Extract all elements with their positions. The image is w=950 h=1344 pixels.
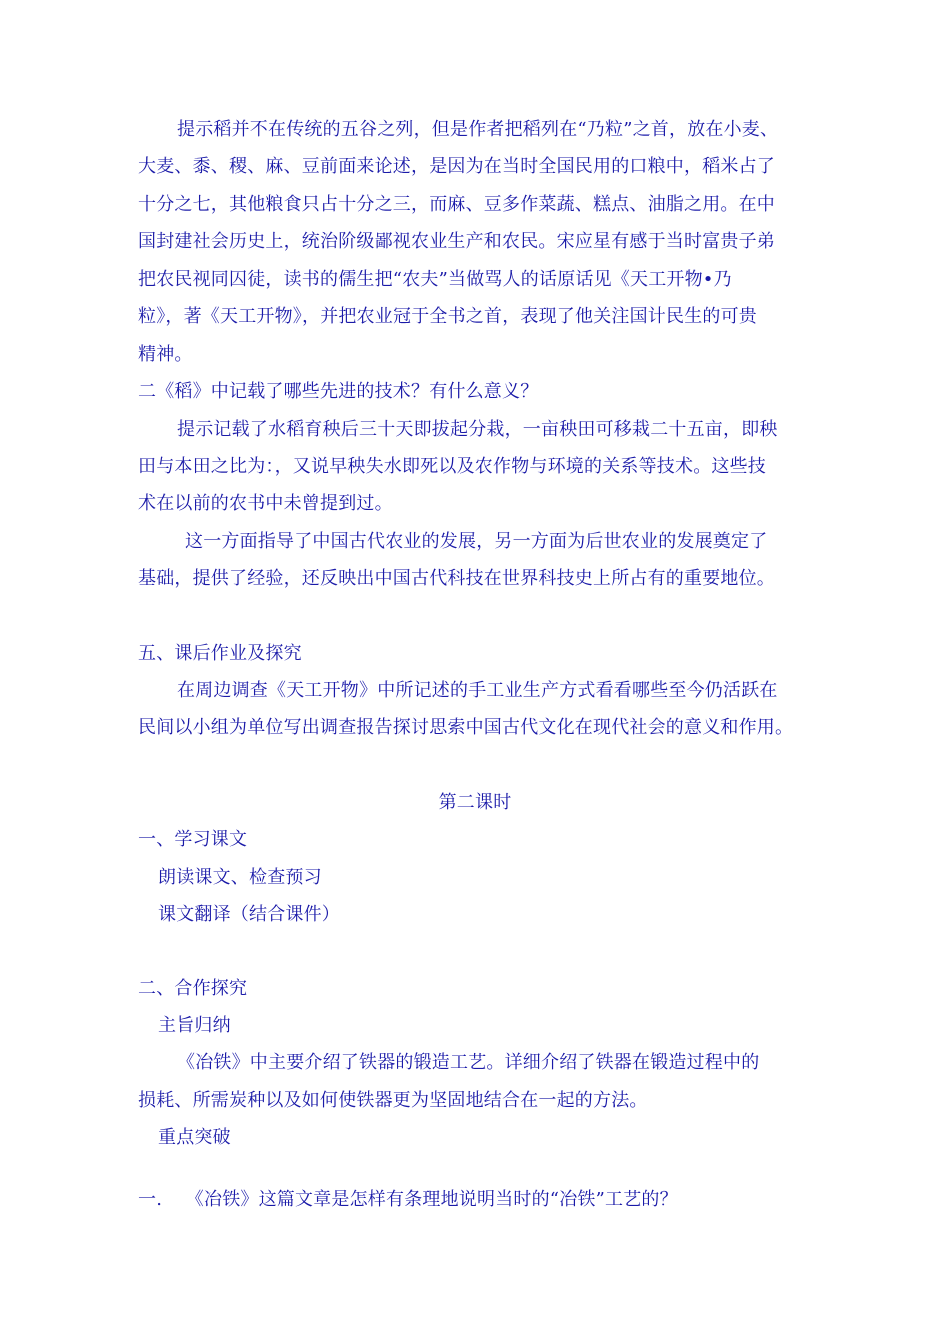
paragraph-line: 基础，提供了经验，还反映出中国古代科技在世界科技史上所占有的重要地位。 <box>138 568 775 589</box>
paragraph-line: 大麦、黍、稷、麻、豆前面来论述，是因为在当时全国民用的口粮中，稻米占了 <box>138 156 775 177</box>
sub-item: 朗读课文、检查预习 <box>158 867 322 888</box>
lesson-title: 第二课时 <box>438 792 512 813</box>
paragraph-line: 十分之七，其他粮食只占十分之三，而麻、豆多作菜蔬、糕点、油脂之用。在中 <box>138 194 775 215</box>
paragraph-line: 术在以前的农书中未曾提到过。 <box>138 493 393 514</box>
paragraph-line: 国封建社会历史上，统治阶级鄙视农业生产和农民。宋应星有感于当时富贵子弟 <box>138 231 775 252</box>
sub-item: 重点突破 <box>158 1127 231 1148</box>
question-heading: 二《稻》中记载了哪些先进的技术？有什么意义？ <box>138 381 539 402</box>
paragraph-line: 《冶铁》中主要介绍了铁器的锻造工艺。详细介绍了铁器在锻造过程中的 <box>177 1052 760 1073</box>
paragraph-line: 损耗、所需炭种以及如何使铁器更为坚固地结合在一起的方法。 <box>138 1090 648 1111</box>
paragraph-line: 把农民视同囚徒，读书的儒生把“农夫”当做骂人的话原话见《天工开物•乃 <box>138 269 732 290</box>
section-heading: 一、学习课文 <box>138 829 248 850</box>
sub-item: 课文翻译（结合课件） <box>158 904 340 925</box>
paragraph-line: 粒》，著《天工开物》，并把农业冠于全书之首，表现了他关注国计民生的可贵 <box>138 306 757 327</box>
question-heading: 一. 《冶铁》这篇文章是怎样有条理地说明当时的“冶铁”工艺的？ <box>138 1189 678 1210</box>
paragraph-line: 在周边调查《天工开物》中所记述的手工业生产方式看看哪些至今仍活跃在 <box>177 680 778 701</box>
section-heading: 二、合作探究 <box>138 978 248 999</box>
paragraph-line: 提示记载了水稻育秧后三十天即拔起分栽，一亩秧田可移栽二十五亩，即秧 <box>177 419 778 440</box>
paragraph-line: 提示稻并不在传统的五谷之列，但是作者把稻列在“乃粒”之首，放在小麦、 <box>177 119 779 140</box>
paragraph-line: 精神。 <box>138 344 193 365</box>
paragraph-line: 民间以小组为单位写出调查报告探讨思索中国古代文化在现代社会的意义和作用。 <box>138 717 794 738</box>
sub-item: 主旨归纳 <box>158 1015 231 1036</box>
section-heading: 五、课后作业及探究 <box>138 643 302 664</box>
paragraph-line: 田与本田之比为：，又说早秧失水即死以及农作物与环境的关系等技术。这些技 <box>138 456 766 477</box>
paragraph-line: 这一方面指导了中国古代农业的发展，另一方面为后世农业的发展奠定了 <box>185 531 768 552</box>
